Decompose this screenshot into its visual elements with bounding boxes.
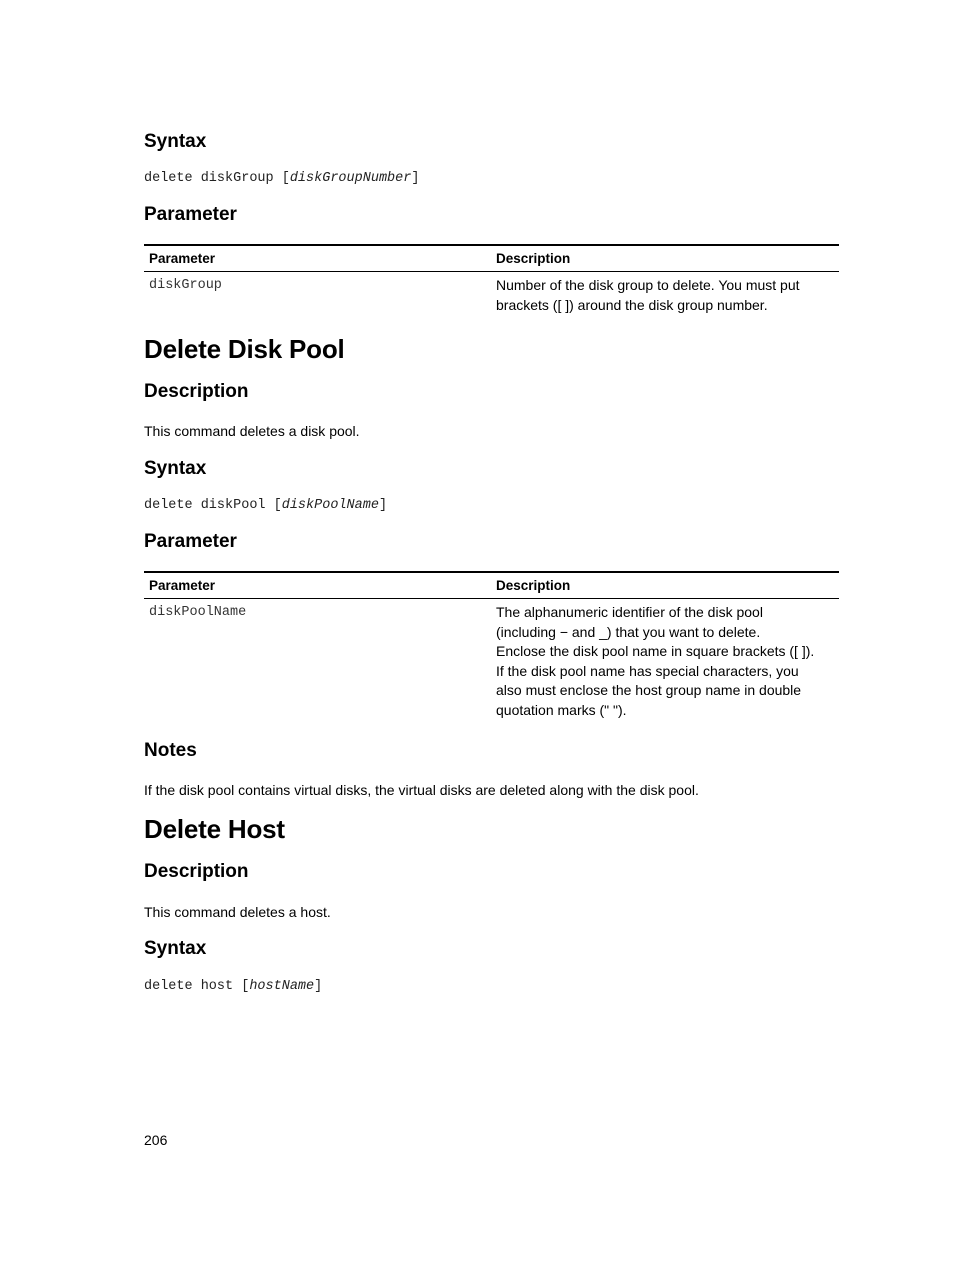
table-header-parameter: Parameter [149, 578, 216, 593]
notes-text: If the disk pool contains virtual disks, the virtual disks are deleted along with the disk pool. [144, 782, 699, 798]
table-row [144, 599, 839, 720]
description-heading: Description [144, 861, 249, 882]
syntax-heading: Syntax [144, 938, 207, 959]
parameter-table [144, 244, 839, 315]
table-cell-parameter: diskGroup [149, 278, 222, 293]
table-header-row [144, 246, 839, 272]
page-number: 206 [144, 1132, 168, 1148]
table-header-description: Description [496, 251, 571, 266]
table-header-row [144, 573, 839, 599]
parameter-heading: Parameter [144, 531, 237, 552]
section-title: Delete Host [144, 814, 285, 844]
description-text: This command deletes a disk pool. [144, 423, 360, 439]
syntax-heading: Syntax [144, 458, 207, 479]
syntax-command: delete diskPool [diskPoolName] [144, 498, 388, 513]
parameter-table [144, 571, 839, 720]
syntax-heading: Syntax [144, 131, 207, 152]
table-cell-parameter: diskPoolName [149, 605, 247, 620]
section-title: Delete Disk Pool [144, 334, 345, 364]
description-text: This command deletes a host. [144, 904, 331, 920]
table-header-description: Description [496, 578, 571, 593]
table-row [144, 272, 839, 315]
table-cell-description: The alphanumeric identifier of the disk pool (including − and _) that you want to delete. Enclose the disk pool name in square brackets ([ ]). If the disk pool name has special characters, you also must enclose the host group name in double quotation marks (" "). [496, 604, 815, 718]
parameter-heading: Parameter [144, 204, 237, 225]
syntax-command: delete diskGroup [diskGroupNumber] [144, 171, 420, 186]
notes-heading: Notes [144, 740, 197, 761]
description-heading: Description [144, 381, 249, 402]
table-cell-description: Number of the disk group to delete. You must put brackets ([ ]) around the disk group number. [496, 277, 800, 313]
syntax-command: delete host [hostName] [144, 979, 323, 994]
table-header-parameter: Parameter [149, 251, 216, 266]
